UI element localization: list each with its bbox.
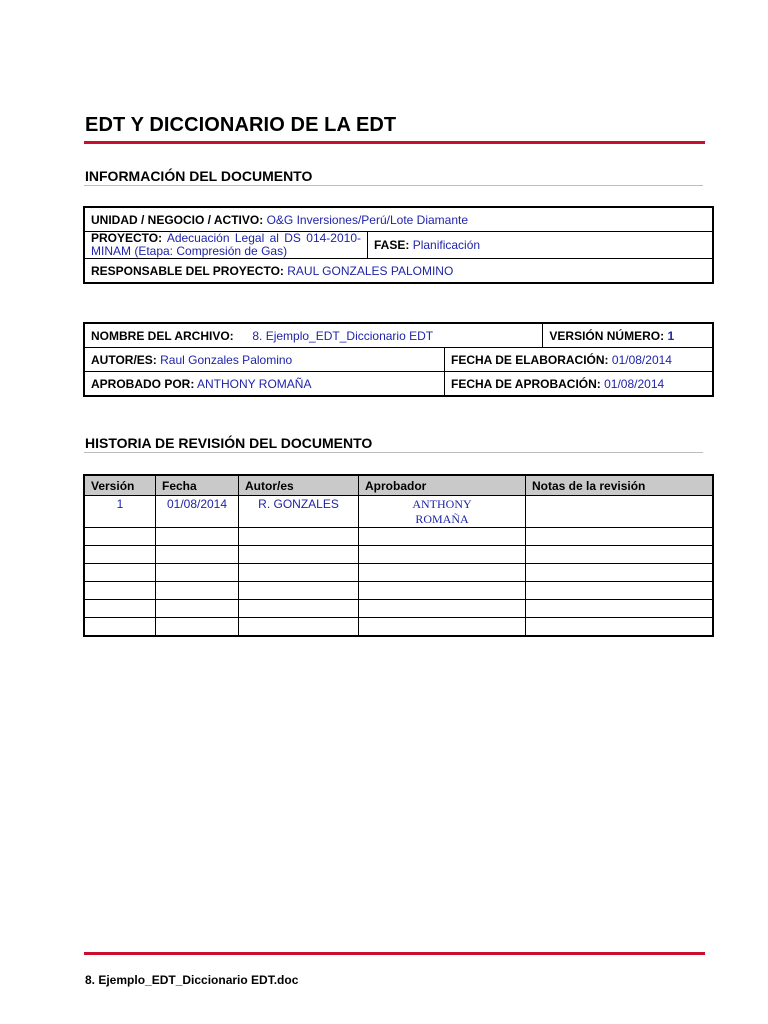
fecha-elab-value: 01/08/2014 [611,352,672,367]
autor-label: AUTOR/ES: [91,352,157,367]
fecha-elab-cell [445,348,714,372]
section-divider-history [84,452,703,453]
info-table [83,206,714,284]
version-cell [543,323,713,348]
table-row [84,528,713,546]
cell-aprobador [359,582,526,600]
document-title: EDT Y DICCIONARIO DE LA EDT [85,114,397,136]
header-version: Versión [84,475,156,496]
revision-table [83,474,714,637]
fecha-aprob-cell [445,372,714,397]
fase-value: Planificación [412,238,481,252]
autor-cell [84,348,445,372]
responsable-label: RESPONSABLE DEL PROYECTO: [91,263,284,278]
cell-notas [526,582,714,600]
cell-aprobador [359,618,526,637]
title-divider [84,141,705,144]
autor-value: Raul Gonzales Palomino [160,352,293,367]
cell-aprobador [359,600,526,618]
header-autor: Autor/es [239,475,359,496]
cell-fecha [156,564,239,582]
cell-notas [526,546,714,564]
table-row [84,496,713,528]
revision-header-row [84,475,713,496]
cell-aprobador: ANTHONY ROMAÑA [359,496,526,528]
proyecto-label: PROYECTO: [91,231,163,245]
cell-version [84,528,156,546]
cell-fecha [156,546,239,564]
cell-version [84,600,156,618]
cell-notas [526,600,714,618]
fase-label: FASE: [374,238,410,252]
cell-autor [239,618,359,637]
cell-fecha [156,582,239,600]
version-label: VERSIÓN NÚMERO: [549,328,665,343]
cell-aprobador [359,564,526,582]
nombre-label: NOMBRE DEL ARCHIVO: [91,328,234,343]
fecha-aprob-value: 01/08/2014 [604,376,665,391]
fecha-elab-label: FECHA DE ELABORACIÓN: [451,352,609,367]
cell-notas [526,564,714,582]
aprobado-value: ANTHONY ROMAÑA [197,376,312,391]
proyecto-value: Adecuación Legal al DS 014-2010-MINAM (Etapa: Compresión de Gas) [91,231,361,258]
unidad-label: UNIDAD / NEGOCIO / ACTIVO: [91,212,264,227]
fecha-aprob-label: FECHA DE APROBACIÓN: [451,376,601,391]
footer-divider [84,952,705,955]
unidad-value: O&G Inversiones/Perú/Lote Diamante [266,212,469,227]
cell-autor [239,564,359,582]
cell-version: 1 [84,496,156,528]
cell-autor: R. GONZALES [239,496,359,528]
header-aprobador: Aprobador [359,475,526,496]
cell-fecha: 01/08/2014 [156,496,239,528]
unidad-cell [84,207,713,232]
cell-fecha [156,528,239,546]
section-title-info: INFORMACIÓN DEL DOCUMENTO [85,168,313,184]
proyecto-cell [84,232,368,259]
file-table [83,322,714,397]
header-notas: Notas de la revisión [526,475,714,496]
cell-version [84,582,156,600]
cell-autor [239,600,359,618]
section-divider-info [84,185,703,186]
cell-autor [239,528,359,546]
aprobado-label: APROBADO POR: [91,376,195,391]
nombre-value: 8. Ejemplo_EDT_Diccionario EDT [252,328,434,343]
fase-cell [368,232,714,259]
table-row [84,564,713,582]
cell-version [84,546,156,564]
cell-aprobador [359,528,526,546]
cell-fecha [156,618,239,637]
cell-notas [526,618,714,637]
cell-fecha [156,600,239,618]
cell-version [84,564,156,582]
cell-aprobador [359,546,526,564]
version-value: 1 [667,328,675,343]
table-row [84,546,713,564]
cell-autor [239,546,359,564]
header-fecha: Fecha [156,475,239,496]
footer-filename: 8. Ejemplo_EDT_Diccionario EDT.doc [85,973,299,987]
cell-autor [239,582,359,600]
table-row [84,600,713,618]
cell-notas [526,528,714,546]
nombre-cell [84,323,543,348]
table-row [84,618,713,637]
cell-notas [526,496,714,528]
aprobado-cell [84,372,445,397]
section-title-history: HISTORIA DE REVISIÓN DEL DOCUMENTO [85,435,373,451]
cell-version [84,618,156,637]
responsable-cell [84,259,713,284]
responsable-value: RAUL GONZALES PALOMINO [287,263,454,278]
table-row [84,582,713,600]
